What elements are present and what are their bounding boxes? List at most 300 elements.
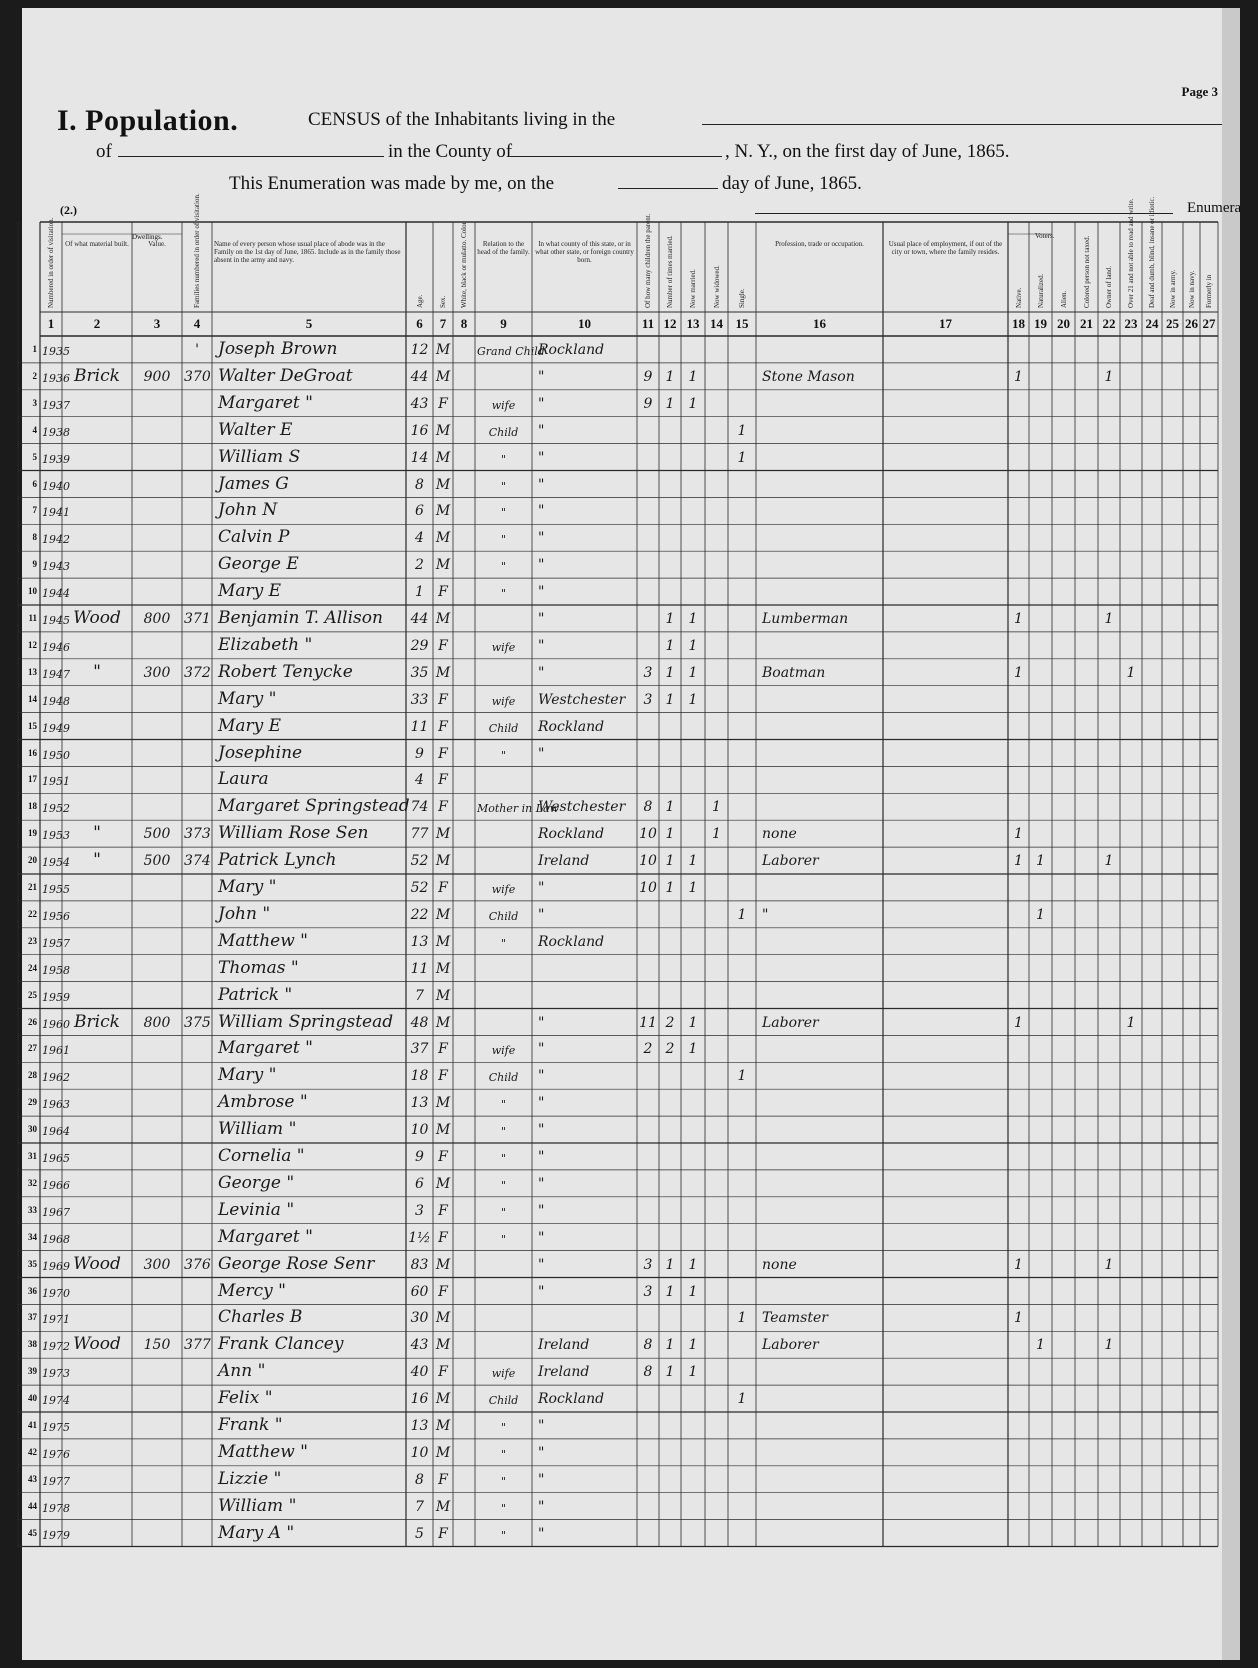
entry-sex: F (438, 1283, 448, 1300)
entry-rel: " (500, 1232, 507, 1246)
entry-val: 800 (143, 611, 171, 627)
entry-no: 1965 (42, 1152, 70, 1165)
entry-age: 22 (410, 906, 429, 923)
entry-sg: 1 (737, 1310, 747, 1327)
entry-name: Matthew " (218, 1441, 308, 1462)
entry-rel: " (500, 1205, 507, 1219)
entry-nm: 1 (688, 853, 698, 870)
entry-no: 1951 (42, 775, 70, 789)
entry-nw: 1 (712, 799, 721, 816)
line-number: 42 (28, 1446, 37, 1457)
entry-no: 1943 (42, 560, 70, 574)
entry-sex: F (438, 772, 448, 789)
entry-name: Elizabeth " (218, 634, 313, 655)
entry-sex: F (438, 799, 448, 816)
column-number: 14 (710, 316, 723, 331)
entry-age: 30 (410, 1310, 429, 1327)
entry-rel: " (500, 1178, 507, 1192)
entry-name: Levinia " (218, 1199, 295, 1220)
entry-sex: M (435, 1444, 451, 1461)
entry-val: 300 (143, 664, 171, 681)
line-number: 39 (28, 1366, 37, 1377)
entry-occ: Laborer (762, 853, 819, 870)
entry-born: Rockland (538, 933, 605, 950)
column-header-22: Owner of land. (1105, 265, 1113, 308)
entry-rel: Child (488, 425, 519, 439)
entry-age: 10 (410, 1444, 429, 1461)
entry-age: 2 (415, 557, 424, 574)
entry-nm: 1 (688, 1337, 698, 1354)
heading-enumeration-label: This Enumeration was made by me, on the (229, 173, 555, 194)
column-number: 12 (663, 316, 677, 331)
entry-tm: 1 (665, 664, 675, 681)
entry-rel: Child (488, 909, 519, 923)
entry-born: Rockland (538, 342, 605, 358)
entry-born: " (538, 1175, 545, 1192)
entry-rel: wife (491, 1367, 516, 1381)
entry-born: " (538, 422, 545, 439)
entry-no: 1956 (42, 909, 70, 923)
entry-name: Matthew " (218, 930, 308, 951)
form-title: I. Population. (57, 104, 239, 137)
column-number: 4 (193, 316, 201, 331)
entry-name: William Rose Sen (218, 823, 369, 844)
entry-sex: F (438, 395, 448, 412)
entry-occ: Laborer (762, 1014, 819, 1031)
entry-fam: 372 (184, 664, 211, 681)
line-number: 26 (28, 1016, 37, 1027)
entry-nat: 1 (1014, 853, 1023, 870)
entry-sex: M (435, 1014, 451, 1031)
entry-nm: 1 (688, 637, 698, 654)
entry-no: 1966 (42, 1178, 70, 1192)
entry-born: " (538, 1229, 545, 1246)
line-number: 43 (28, 1473, 37, 1484)
entry-age: 10 (410, 1122, 429, 1139)
entry-age: 14 (410, 449, 429, 466)
entry-born: Rockland (538, 826, 605, 843)
line-number: 30 (28, 1124, 37, 1135)
entry-name: Walter E (218, 419, 293, 440)
entry-name: Mary E (218, 581, 282, 602)
entry-age: 11 (410, 718, 429, 735)
column-number: 25 (1166, 316, 1179, 331)
entry-no: 1962 (42, 1071, 70, 1085)
entry-age: 60 (410, 1283, 429, 1300)
entry-rel: " (500, 1098, 507, 1112)
entry-nat: 1 (1014, 1310, 1023, 1327)
entry-name: Mary " (218, 688, 277, 709)
entry-sex: F (438, 1364, 448, 1381)
entry-name: Mary A " (218, 1522, 295, 1543)
entry-age: 16 (410, 422, 429, 439)
entry-born: " (538, 530, 545, 547)
entry-natz: 1 (1036, 853, 1045, 870)
entry-age: 13 (410, 933, 429, 950)
entry-ill: 1 (1126, 1014, 1136, 1031)
line-number: 45 (28, 1527, 37, 1538)
entry-sex: F (438, 637, 448, 654)
entry-sex: M (435, 933, 451, 950)
entry-occ: none (762, 1256, 797, 1273)
entry-sex: F (438, 584, 448, 601)
column-header-18: Native. (1014, 287, 1023, 308)
entry-age: 8 (415, 476, 424, 493)
line-number: 3 (32, 397, 37, 408)
entry-sex: M (435, 826, 451, 843)
entry-age: 5 (415, 1525, 424, 1542)
entry-nm: 1 (688, 1364, 698, 1381)
entry-rel: " (500, 506, 507, 520)
entry-age: 44 (410, 611, 429, 627)
entry-no: 1972 (42, 1340, 70, 1354)
entry-born: Westchester (538, 799, 626, 816)
entry-nw: 1 (712, 826, 721, 843)
entry-mat: Brick (74, 365, 120, 386)
line-number: 29 (28, 1097, 37, 1108)
entry-age: 6 (415, 503, 424, 520)
entry-mat: Wood (73, 1253, 121, 1274)
entry-name: Calvin P (218, 527, 290, 548)
entry-born: Rockland (538, 1391, 605, 1408)
column-number: 11 (641, 316, 655, 331)
line-number: 20 (28, 855, 37, 866)
entry-born: " (538, 611, 545, 627)
entry-name: James G (218, 473, 289, 494)
column-header-15: Single. (738, 288, 746, 308)
entry-nm: 1 (688, 880, 698, 896)
entry-age: 16 (410, 1391, 429, 1408)
entry-nm: 1 (688, 664, 698, 681)
entry-name: Lizzie " (218, 1468, 282, 1489)
column-number: 1 (47, 316, 55, 331)
line-number: 32 (28, 1177, 37, 1188)
entry-name: Margaret " (218, 1038, 313, 1059)
entry-age: 7 (415, 1498, 424, 1515)
heading-line-1: CENSUS of the Inhabitants living in the (308, 109, 616, 130)
entry-age: 44 (410, 368, 429, 385)
entry-sg: 1 (737, 906, 747, 923)
enumerator-label: Enumera (1187, 200, 1242, 216)
entry-no: 1948 (42, 694, 70, 708)
entry-ch: 9 (643, 368, 653, 385)
entry-rel: wife (491, 694, 516, 708)
entry-mat: " (93, 661, 101, 682)
entry-sex: M (435, 1175, 451, 1192)
entry-fam: ' (195, 342, 199, 358)
entry-tm: 2 (665, 1041, 675, 1058)
entry-sex: F (438, 880, 448, 896)
sheet-marker: (2.) (60, 203, 77, 217)
entry-no: 1942 (42, 533, 70, 547)
line-number: 34 (28, 1231, 37, 1242)
entry-born: " (538, 1471, 545, 1488)
entry-born: Westchester (538, 691, 626, 708)
entry-ch: 3 (643, 664, 653, 681)
column-header-24: Deaf and dumb, blind, insane or idiotic. (1148, 196, 1156, 308)
entry-name: John " (218, 903, 271, 924)
entry-occ: Boatman (762, 664, 826, 681)
entry-no: 1936 (42, 371, 70, 385)
entry-sg: 1 (737, 1068, 747, 1085)
line-number: 31 (28, 1151, 37, 1161)
entry-rel: Mother in Law (477, 802, 560, 816)
entry-fam: 375 (184, 1014, 211, 1031)
entry-age: 29 (410, 637, 429, 654)
line-number: 25 (28, 989, 37, 1000)
entry-sex: F (438, 1202, 448, 1219)
entry-nat: 1 (1014, 611, 1023, 627)
entry-nm: 1 (688, 1283, 698, 1300)
entry-born: " (538, 368, 545, 385)
entry-fam: 377 (184, 1337, 211, 1354)
entry-sex: F (438, 745, 448, 762)
entry-no: 1970 (42, 1286, 70, 1300)
entry-no: 1954 (42, 856, 70, 870)
entry-tm: 1 (665, 368, 675, 385)
entry-nat: 1 (1014, 664, 1023, 681)
entry-no: 1973 (42, 1367, 70, 1381)
entry-no: 1976 (42, 1447, 70, 1461)
entry-nat: 1 (1014, 1014, 1023, 1031)
entry-name: Josephine (218, 742, 303, 763)
column-header-10: In what county of this state, or in what other state, or foreign country born. (535, 240, 634, 264)
line-number: 7 (32, 505, 37, 516)
entry-born: " (538, 1256, 545, 1273)
heading-date-line: , N. Y., on the first day of June, 1865. (725, 141, 1010, 162)
entry-occ: Teamster (762, 1310, 828, 1327)
entry-sex: F (438, 718, 448, 735)
entry-own: 1 (1104, 368, 1114, 385)
entry-sex: M (435, 1337, 451, 1354)
entry-name: William Springstead (218, 1011, 394, 1032)
entry-rel: " (500, 1528, 507, 1542)
entry-occ: Stone Mason (762, 368, 855, 385)
entry-val: 800 (143, 1014, 171, 1031)
entry-own: 1 (1104, 1256, 1114, 1273)
entry-name: Margaret " (218, 1226, 313, 1247)
entry-no: 1959 (42, 990, 70, 1004)
column-number: 7 (439, 316, 447, 331)
entry-born: " (538, 584, 545, 601)
entry-age: 37 (410, 1041, 429, 1058)
entry-val: 300 (143, 1256, 171, 1273)
entry-tm: 1 (665, 1283, 675, 1300)
entry-no: 1979 (42, 1528, 70, 1542)
line-number: 2 (32, 370, 37, 381)
entry-tm: 1 (665, 853, 675, 870)
entry-name: William S (218, 446, 301, 467)
entry-ch: 8 (643, 1337, 653, 1354)
entry-rel: " (500, 936, 507, 950)
entry-no: 1949 (42, 721, 70, 735)
column-number: 8 (460, 316, 468, 331)
heading-enumeration-date: day of June, 1865. (722, 173, 862, 194)
entry-born: " (538, 395, 545, 412)
entry-sg: 1 (737, 449, 747, 466)
entry-tm: 2 (665, 1014, 675, 1031)
column-header-16: Profession, trade or occupation. (775, 240, 864, 248)
column-number: 17 (939, 316, 952, 331)
entry-sex: M (435, 530, 451, 547)
column-number: 26 (1185, 316, 1198, 331)
entry-rel: " (500, 1447, 507, 1461)
entry-age: 9 (415, 1149, 424, 1165)
entry-no: 1964 (42, 1125, 70, 1139)
entry-no: 1940 (42, 479, 70, 493)
column-header-26: Now in navy. (1187, 270, 1196, 308)
entry-name: Robert Tenycke (218, 661, 353, 682)
entry-age: 52 (410, 853, 429, 870)
entry-rel: " (500, 452, 507, 466)
entry-sex: M (435, 1122, 451, 1139)
entry-ch: 3 (643, 1256, 653, 1273)
entry-name: Mary " (218, 877, 277, 897)
entry-tm: 1 (665, 611, 675, 627)
column-header-8: White, black or mulatto. Color (460, 222, 468, 308)
entry-no: 1975 (42, 1421, 70, 1434)
entry-ch: 10 (639, 826, 657, 843)
entry-born: " (538, 476, 545, 493)
dwellings-header: Dwellings. (132, 233, 163, 241)
entry-sex: M (435, 368, 451, 385)
column-header-14: Now widowed. (712, 265, 721, 308)
line-number: 10 (28, 586, 37, 597)
entry-rel: wife (491, 398, 516, 412)
entry-rel: wife (491, 1044, 516, 1058)
column-header-4: Families numbered in order of visitation. (193, 193, 201, 308)
column-header-27: Formerly in (1205, 274, 1213, 308)
entry-born: " (538, 664, 545, 681)
entry-ch: 11 (639, 1014, 657, 1031)
line-number: 27 (28, 1043, 37, 1054)
entry-name: Thomas " (218, 957, 299, 978)
entry-name: Walter DeGroat (218, 365, 353, 386)
entry-rel: " (500, 533, 507, 547)
entry-sex: M (435, 1095, 451, 1112)
entry-name: William " (218, 1119, 297, 1140)
column-number: 20 (1057, 316, 1070, 331)
entry-born: " (538, 1095, 545, 1112)
entry-age: 13 (410, 1095, 429, 1112)
entry-age: 11 (410, 960, 429, 977)
entry-fam: 374 (184, 853, 211, 870)
entry-no: 1950 (42, 748, 70, 762)
column-header-11: Of how many children the parent. (644, 213, 652, 308)
entry-sex: M (435, 1310, 451, 1327)
entry-sg: 1 (737, 1391, 747, 1408)
entry-name: John N (218, 500, 278, 521)
entry-fam: 376 (184, 1256, 211, 1273)
entry-val: 150 (143, 1337, 171, 1354)
column-number: 27 (1202, 316, 1216, 331)
entry-name: George E (218, 554, 299, 575)
entry-no: 1953 (42, 829, 70, 843)
entry-tm: 1 (665, 395, 675, 412)
entry-occ: none (762, 826, 797, 843)
entry-sex: M (435, 906, 451, 923)
entry-born: " (538, 1014, 545, 1031)
entry-name: Felix " (218, 1388, 273, 1409)
entry-age: 9 (415, 745, 424, 762)
column-number: 3 (153, 316, 161, 331)
entry-name: Mercy " (218, 1280, 286, 1301)
entry-born: Ireland (538, 853, 590, 870)
entry-name: George " (218, 1172, 295, 1193)
entry-occ: " (762, 906, 769, 923)
entry-sex: F (438, 691, 448, 708)
column-header-7: Sex. (439, 295, 447, 308)
line-number: 41 (28, 1420, 37, 1430)
entry-name: Laura (218, 769, 269, 790)
entry-own: 1 (1104, 611, 1114, 627)
column-number: 9 (500, 316, 507, 331)
line-number: 8 (32, 532, 37, 543)
entry-no: 1958 (42, 963, 70, 977)
line-number: 28 (28, 1070, 37, 1081)
entry-name: Frank " (218, 1415, 283, 1435)
entry-val: 500 (143, 853, 171, 870)
line-number: 15 (28, 720, 37, 731)
entry-tm: 1 (665, 826, 675, 843)
entry-sex: M (435, 611, 451, 627)
entry-name: Mary " (218, 1065, 277, 1086)
column-header-5: Name of every person whose usual place of abode was in the Family on the 1st day of June, 1865. Include as in the family those absent in the army and navy. (214, 240, 401, 264)
entry-mat: " (93, 850, 101, 871)
column-number: 18 (1012, 316, 1025, 331)
entry-no: 1971 (42, 1313, 70, 1327)
entry-rel: Grand Child (477, 345, 545, 358)
entry-no: 1947 (42, 667, 70, 681)
entry-ch: 9 (643, 395, 653, 412)
entry-rel: Child (488, 721, 519, 735)
entry-nat: 1 (1014, 826, 1023, 843)
heading-county-label: in the County of (388, 141, 513, 162)
entry-age: 7 (415, 987, 424, 1004)
line-number: 37 (28, 1312, 37, 1323)
entry-natz: 1 (1036, 906, 1045, 923)
column-header-13: Now married. (689, 269, 697, 308)
entry-rel: " (500, 748, 507, 762)
column-header-3: Value. (148, 240, 166, 248)
entry-sex: M (435, 422, 451, 439)
entry-born: " (538, 1202, 545, 1219)
entry-no: 1935 (42, 345, 70, 358)
entry-nm: 1 (688, 611, 698, 627)
entry-age: 52 (410, 880, 429, 896)
entry-name: Mary E (218, 715, 282, 736)
entry-born: " (538, 906, 545, 923)
line-number: 21 (28, 882, 37, 892)
voters-header: Voters. (1035, 232, 1055, 240)
entry-age: 13 (410, 1418, 429, 1434)
entry-age: 3 (415, 1202, 424, 1219)
entry-age: 8 (415, 1471, 424, 1488)
entry-name: William " (218, 1495, 297, 1516)
entry-no: 1978 (42, 1501, 70, 1515)
entry-name: Ambrose " (218, 1092, 308, 1113)
line-number: 17 (28, 774, 37, 785)
entry-age: 43 (410, 1337, 429, 1354)
entry-rel: wife (491, 640, 516, 654)
entry-ch: 10 (639, 880, 657, 896)
entry-rel: " (500, 1152, 507, 1165)
column-header-25: Now in army. (1168, 269, 1177, 308)
line-number: 35 (28, 1258, 37, 1269)
entry-occ: Lumberman (762, 611, 849, 627)
entry-name: Patrick Lynch (218, 850, 337, 871)
entry-name: Charles B (218, 1307, 303, 1328)
